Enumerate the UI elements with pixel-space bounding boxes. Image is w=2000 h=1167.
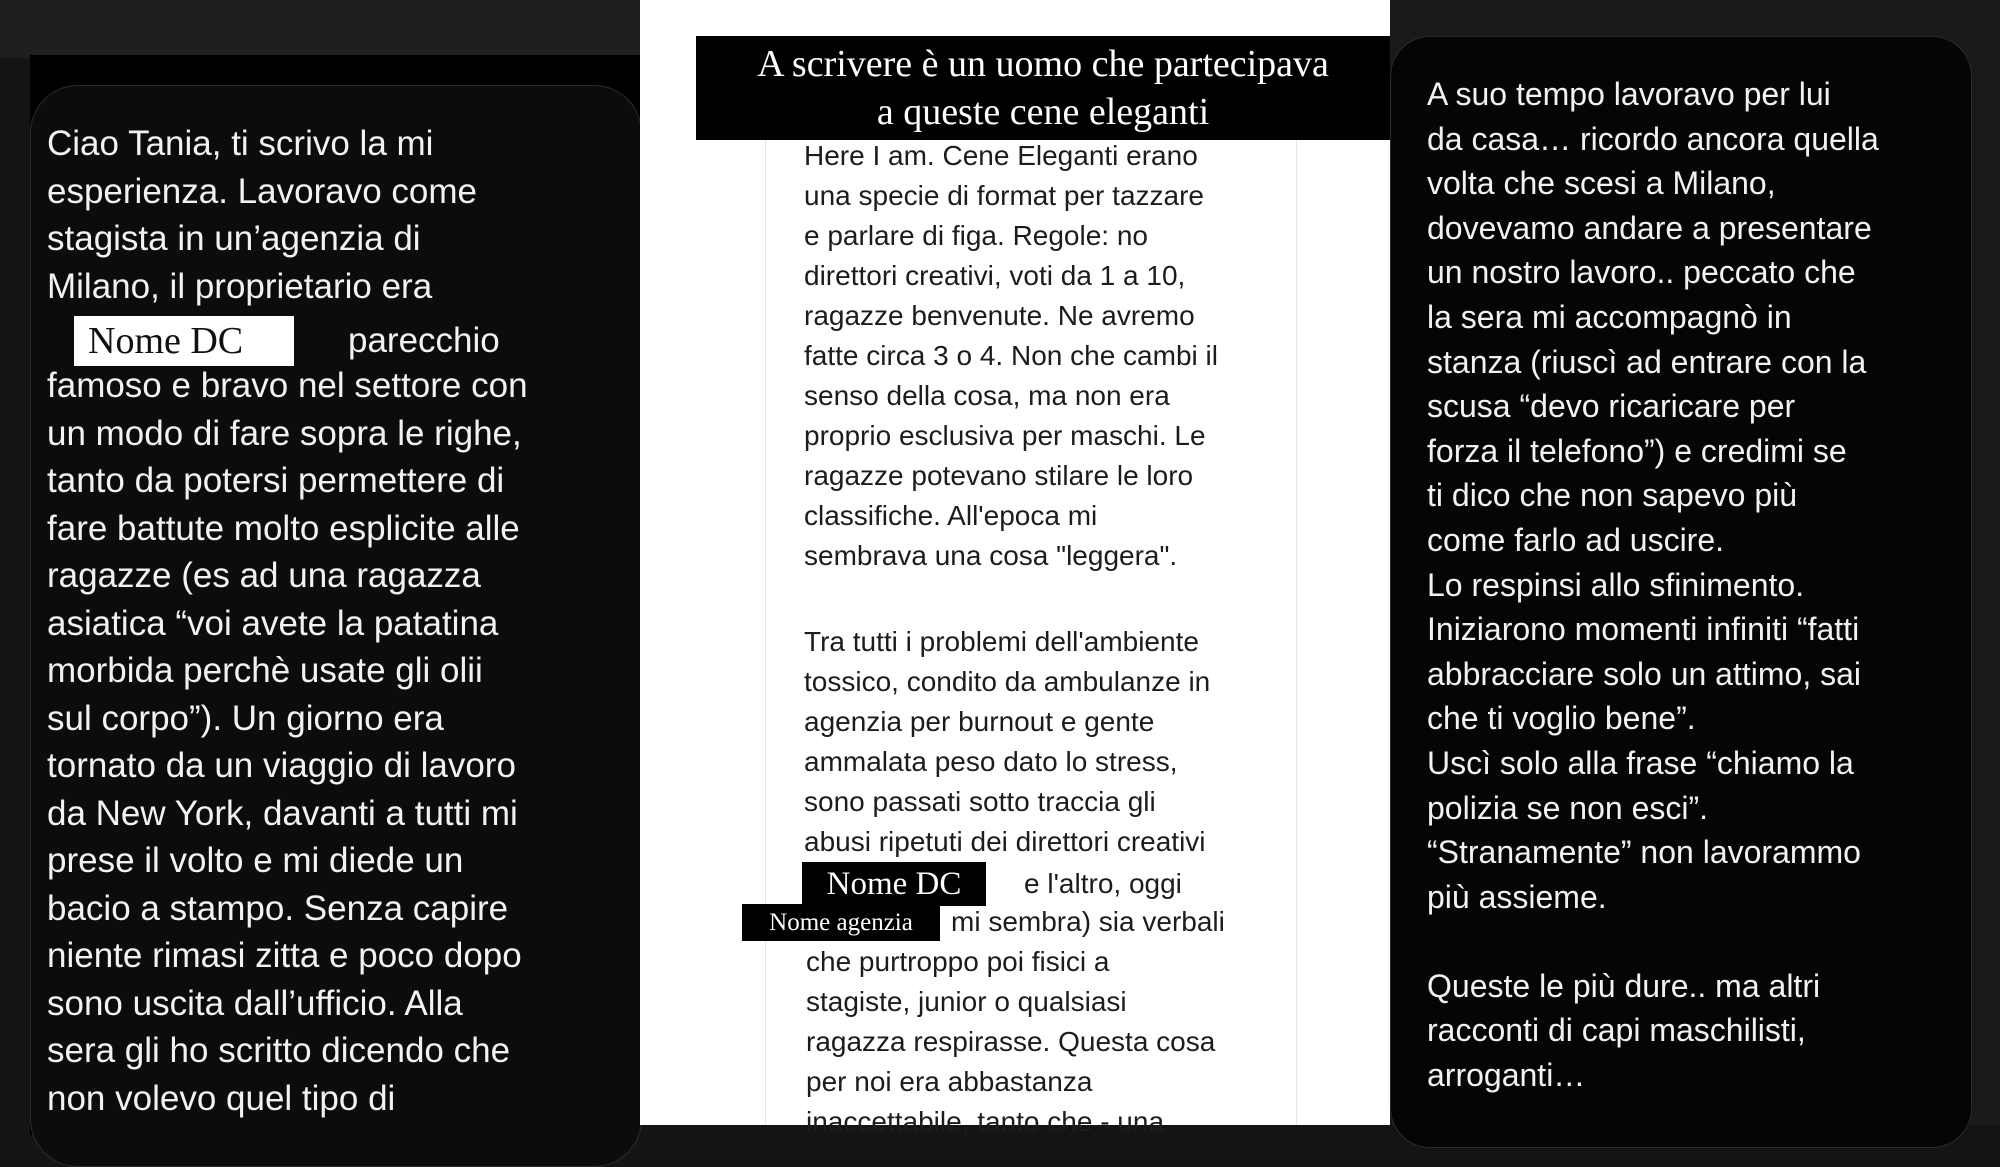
left-story-text-inline: parecchio [348, 321, 500, 360]
middle-line-after-redaction-1: e l'altro, oggi [1024, 868, 1182, 899]
middle-caption: A scrivere è un uomo che partecipava a queste cene eleganti [696, 36, 1390, 140]
left-story-text-after: famoso e bravo nel settore con un modo di fare sopra le righe, tanto da potersi permettere di fare battute molto esplicite alle ragazze (es ad una ragazza asiatica “voi avete la patatina morbida perchè usate gli olii sul corpo”). Un giorno era tornato da un viaggio di lavoro da New York, davanti a tutti mi prese il volto e mi diede un bacio a stampo. Senza capire niente rimasi zitta e poco dopo sono uscita dall’ufficio. Alla sera gli ho scritto dicendo che non volevo quel tipo di [47, 366, 528, 1118]
middle-line-after-redaction-2: mi sembra) sia verbali [951, 906, 1225, 937]
right-story-text: A suo tempo lavoravo per lui da casa… ricordo ancora quella volta che scesi a Milano, dovevamo andare a presentare un nostro lavoro.. peccato che la sera mi accompagnò in stanza (riuscì ad entrare con la scusa “devo ricaricare per forza il telefono”) e credimi se ti dico che non sapevo più come farlo ad uscire. Lo respinsi allo sfinimento. Iniziarono momenti infiniti “fatti abbracciare solo un attimo, sai che ti voglio bene”. Uscì solo alla frase “chiamo la polizia se non esci”. “Stranamente” non lavorammo più assieme. Queste le più dure.. ma altri racconti di capi maschilisti, arroganti… [1427, 76, 1879, 1094]
left-name-redaction: Nome DC [74, 316, 294, 366]
middle-paragraph-2: Tra tutti i problemi dell'ambiente tossico, condito da ambulanze in agenzia per burnout e gente ammalata peso dato lo stress, sono passati sotto traccia gli abusi ripetuti dei direttori creativi [804, 626, 1211, 857]
middle-name-redaction: Nome DC [802, 862, 986, 906]
middle-agency-redaction: Nome agenzia [742, 904, 940, 941]
left-story-text-before: Ciao Tania, ti scrivo la mi esperienza. Lavoravo come stagista in un’agenzia di Milano, il proprietario era [47, 124, 477, 306]
middle-paragraph-3: che purtroppo poi fisici a stagiste, junior o qualsiasi ragazza respirasse. Questa cosa per noi era abbastanza inaccettabile, tanto che - una [806, 946, 1216, 1137]
middle-paragraph-1: Here I am. Cene Eleganti erano una specie di format per tazzare e parlare di figa. Regole: no direttori creativi, voti da 1 a 10, ragazze benvenute. Ne avremo fatte circa 3 o 4. Non che cambi il senso della cosa, ma non era proprio esclusiva per maschi. Le ragazze potevano stilare le loro classifiche. All'epoca mi sembrava una cosa "leggera". [804, 140, 1218, 571]
